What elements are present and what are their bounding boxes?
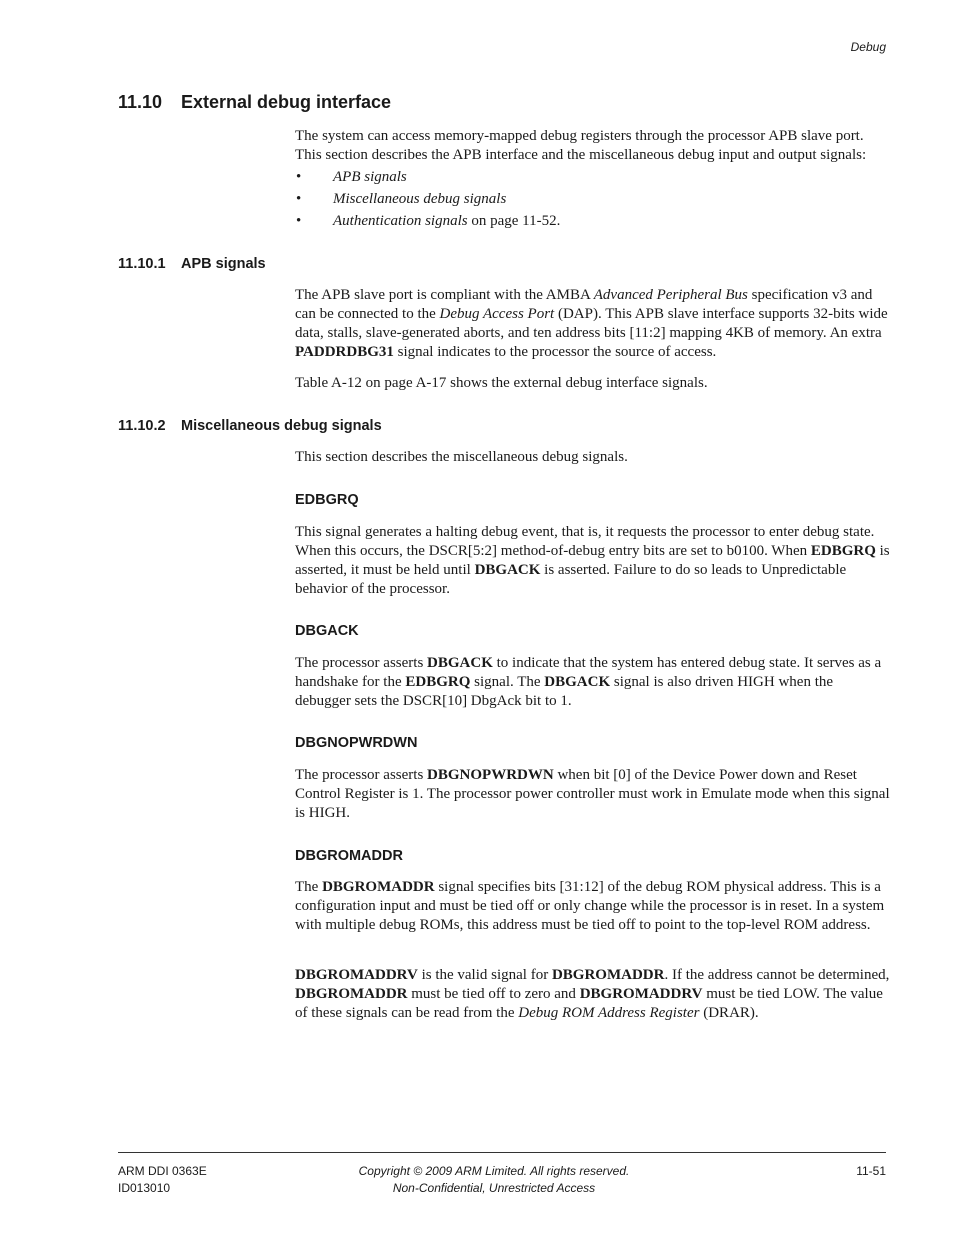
apb-table-reference: Table A-12 on page A-17 shows the external debug interface signals. <box>295 375 708 391</box>
edbgrq-paragraph <box>295 523 890 599</box>
text-run: The APB slave port is compliant with the AMBA <box>295 287 594 303</box>
dbgromaddr-paragraph-1 <box>295 878 890 935</box>
list-item <box>295 210 890 232</box>
list-item <box>295 188 890 210</box>
signal-dbgack: DBGACK <box>427 655 493 671</box>
subsection-heading-apb <box>118 256 266 272</box>
footer-doc-id: ARM DDI 0363E <box>118 1164 207 1178</box>
bullet-glyph: • <box>296 191 302 207</box>
running-header: Debug <box>850 40 886 54</box>
signal-edbgrq: EDBGRQ <box>405 674 471 690</box>
signal-dbgromaddrv: DBGROMADDRV <box>295 967 418 983</box>
text-run: signal specifies bits [31:12] of the debug ROM physical address. This is a configuration input and must be tied off or only change while the processor is in reset. In a system with multiple debug ROMs, this address must be tied off to point to the top-level ROM address. <box>295 879 885 933</box>
dbgack-paragraph <box>295 654 890 711</box>
signal-dbgack: DBGACK <box>544 674 611 690</box>
footer-access: Non-Confidential, Unrestricted Access <box>392 1181 596 1195</box>
signal-dbgromaddrv: DBGROMADDRV <box>579 986 703 1002</box>
misc-intro <box>295 448 890 467</box>
section-number: 11.10 <box>118 92 163 112</box>
text-run: to indicate that the system has entered debug state. It serves as a handshake for the <box>295 655 882 690</box>
text-run: when bit [0] of the Device Power down and Reset Control Register is 1. The processor power controller must work in Emulate mode when this signal is HIGH. <box>295 767 890 821</box>
signal-dbgromaddr: DBGROMADDR <box>322 879 435 895</box>
footer-page-number: 11-51 <box>856 1164 886 1178</box>
text-run: The <box>295 879 323 895</box>
footer-doc-info <box>118 1163 207 1197</box>
heading-dbgnopwrdwn: DBGNOPWRDWN <box>295 735 418 751</box>
term-debug-access-port: Debug Access Port <box>439 306 555 322</box>
bullet-glyph: • <box>296 169 302 185</box>
bullet-glyph: • <box>296 213 302 229</box>
apb-paragraph-2 <box>295 374 890 393</box>
subsection-number: 11.10.1 <box>118 256 166 272</box>
text-run: (DRAR). <box>699 1005 759 1021</box>
section-intro-text: The system can access memory-mapped debug registers through the processor APB slave port. This section describes the APB interface and the miscellaneous debug input and output signals: <box>295 128 867 163</box>
heading-dbgack: DBGACK <box>295 623 359 639</box>
text-run: signal indicates to the processor the source of access. <box>393 344 717 360</box>
subsection-title: Miscellaneous debug signals <box>181 418 382 434</box>
text-run: The processor asserts <box>295 655 428 671</box>
link-misc-debug-signals[interactable]: Miscellaneous debug signals <box>333 191 507 207</box>
dbgnopwrdwn-paragraph <box>295 766 890 823</box>
apb-paragraph-1 <box>295 286 890 362</box>
subsection-title: APB signals <box>181 256 266 272</box>
text-run: is asserted, it must be held until <box>295 543 890 578</box>
signal-paddrdbg31: PADDRDBG31 <box>295 344 394 360</box>
term-advanced-peripheral-bus: Advanced Peripheral Bus <box>593 287 748 303</box>
signal-edbgrq: EDBGRQ <box>810 543 876 559</box>
text-run: must be tied LOW. The value of these signals can be read from the <box>295 986 883 1021</box>
heading-edbgrq: EDBGRQ <box>295 492 359 508</box>
text-run: specification v3 and can be connected to the <box>295 287 873 322</box>
bullet-suffix: on page 11-52. <box>467 213 561 229</box>
term-debug-rom-address-register: Debug ROM Address Register <box>518 1005 700 1021</box>
text-run: This signal generates a halting debug event, that is, it requests the processor to enter debug state. When this occurs, the DSCR[5:2] method-of-debug entry bits are set to b0100. When <box>295 524 875 559</box>
section-intro <box>295 127 890 165</box>
section-title: External debug interface <box>181 92 392 112</box>
link-authentication-signals[interactable]: Authentication signals <box>333 213 468 229</box>
footer-doc-rev: ID013010 <box>118 1181 171 1195</box>
link-apb-signals[interactable]: APB signals <box>333 169 407 185</box>
text-run: is asserted. Failure to do so leads to Unpredictable behavior of the processor. <box>295 562 847 597</box>
footer-copyright: Copyright © 2009 ARM Limited. All rights reserved. <box>358 1164 630 1178</box>
heading-dbgromaddr: DBGROMADDR <box>295 848 403 864</box>
section-heading <box>118 92 391 113</box>
dbgromaddr-paragraph-2 <box>295 966 890 1023</box>
misc-intro-text: This section describes the miscellaneous debug signals. <box>295 449 628 465</box>
text-run: signal. The <box>470 674 545 690</box>
footer-divider <box>118 1152 886 1153</box>
signal-dbgromaddr: DBGROMADDR <box>295 986 408 1002</box>
footer-legal <box>300 1163 688 1197</box>
subsection-number: 11.10.2 <box>118 418 166 434</box>
subsection-heading-misc <box>118 418 382 434</box>
text-run: signal is also driven HIGH when the debugger sets the DSCR[10] DbgAck bit to 1. <box>295 674 834 709</box>
text-run: The processor asserts <box>295 767 428 783</box>
section-bullet-list <box>295 166 890 232</box>
signal-dbgnopwrdwn: DBGNOPWRDWN <box>427 767 554 783</box>
text-run: . If the address cannot be determined, <box>664 967 890 983</box>
text-run: (DAP). This APB slave interface supports 32-bits wide data, stalls, slave-generated aborts, and ten address bits [11:2] mapping 4KB of memory. An extra <box>295 306 888 341</box>
text-run: must be tied off to zero and <box>407 986 580 1002</box>
signal-dbgack: DBGACK <box>474 562 541 578</box>
list-item <box>295 166 890 188</box>
signal-dbgromaddr: DBGROMADDR <box>551 967 665 983</box>
text-run: is the valid signal for <box>417 967 552 983</box>
